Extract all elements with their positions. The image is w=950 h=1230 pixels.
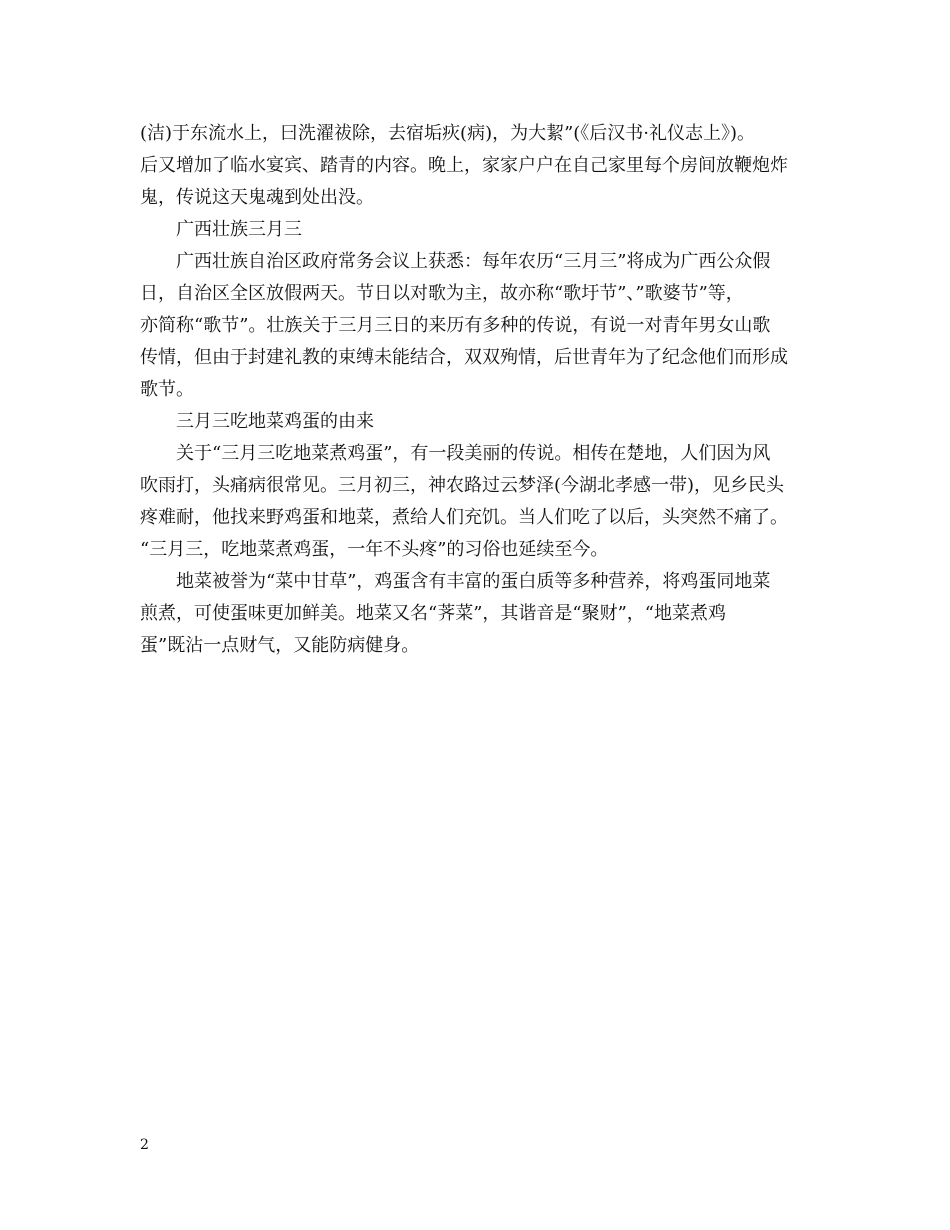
text-line: 地菜被誉为“菜中甘草”，鸡蛋含有丰富的蛋白质等多种营养，将鸡蛋同地菜 — [176, 571, 771, 592]
section-heading: 三月三吃地菜鸡蛋的由来 — [176, 411, 374, 432]
text-line: “三月三，吃地菜煮鸡蛋，一年不头疼”的习俗也延续至今。 — [140, 539, 609, 560]
text-line: 关于“三月三吃地菜煮鸡蛋”，有一段美丽的传说。相传在楚地，人们因为风 — [176, 443, 771, 464]
page-number: 2 — [140, 1137, 149, 1153]
section-heading: 广西壮族三月三 — [176, 219, 302, 240]
text-line: 鬼，传说这天鬼魂到处出没。 — [140, 187, 374, 208]
text-line: 煎煮，可使蛋味更加鲜美。地菜又名“荠菜”，其谐音是“聚财”，“地菜煮鸡 — [140, 603, 727, 624]
text-line: 吹雨打，头痛病很常见。三月初三，神农路过云梦泽(今湖北孝感一带)，见乡民头 — [140, 475, 785, 496]
text-line: 后又增加了临水宴宾、踏青的内容。晚上，家家户户在自己家里每个房间放鞭炮炸 — [140, 155, 788, 176]
text-line: 疼难耐，他找来野鸡蛋和地菜，煮给人们充饥。当人们吃了以后，头突然不痛了。 — [140, 507, 788, 528]
text-line: 日，自治区全区放假两天。节日以对歌为主，故亦称“歌圩节”、”歌婆节”等， — [140, 283, 744, 304]
text-line: 歌节。 — [140, 379, 194, 400]
text-line: (洁)于东流水上，曰洗濯祓除，去宿垢疢(病)，为大絜”(《后汉书·礼仪志上》)。 — [140, 123, 756, 144]
text-line: 亦简称“歌节”。壮族关于三月三日的来历有多种的传说，有说一对青年男女山歌 — [140, 315, 771, 336]
text-line: 传情，但由于封建礼教的束缚未能结合，双双殉情，后世青年为了纪念他们而形成 — [140, 347, 788, 368]
text-line: 蛋”既沾一点财气，又能防病健身。 — [140, 635, 420, 656]
text-line: 广西壮族自治区政府常务会议上获悉：每年农历“三月三”将成为广西公众假 — [176, 251, 771, 272]
body-text — [140, 118, 820, 662]
